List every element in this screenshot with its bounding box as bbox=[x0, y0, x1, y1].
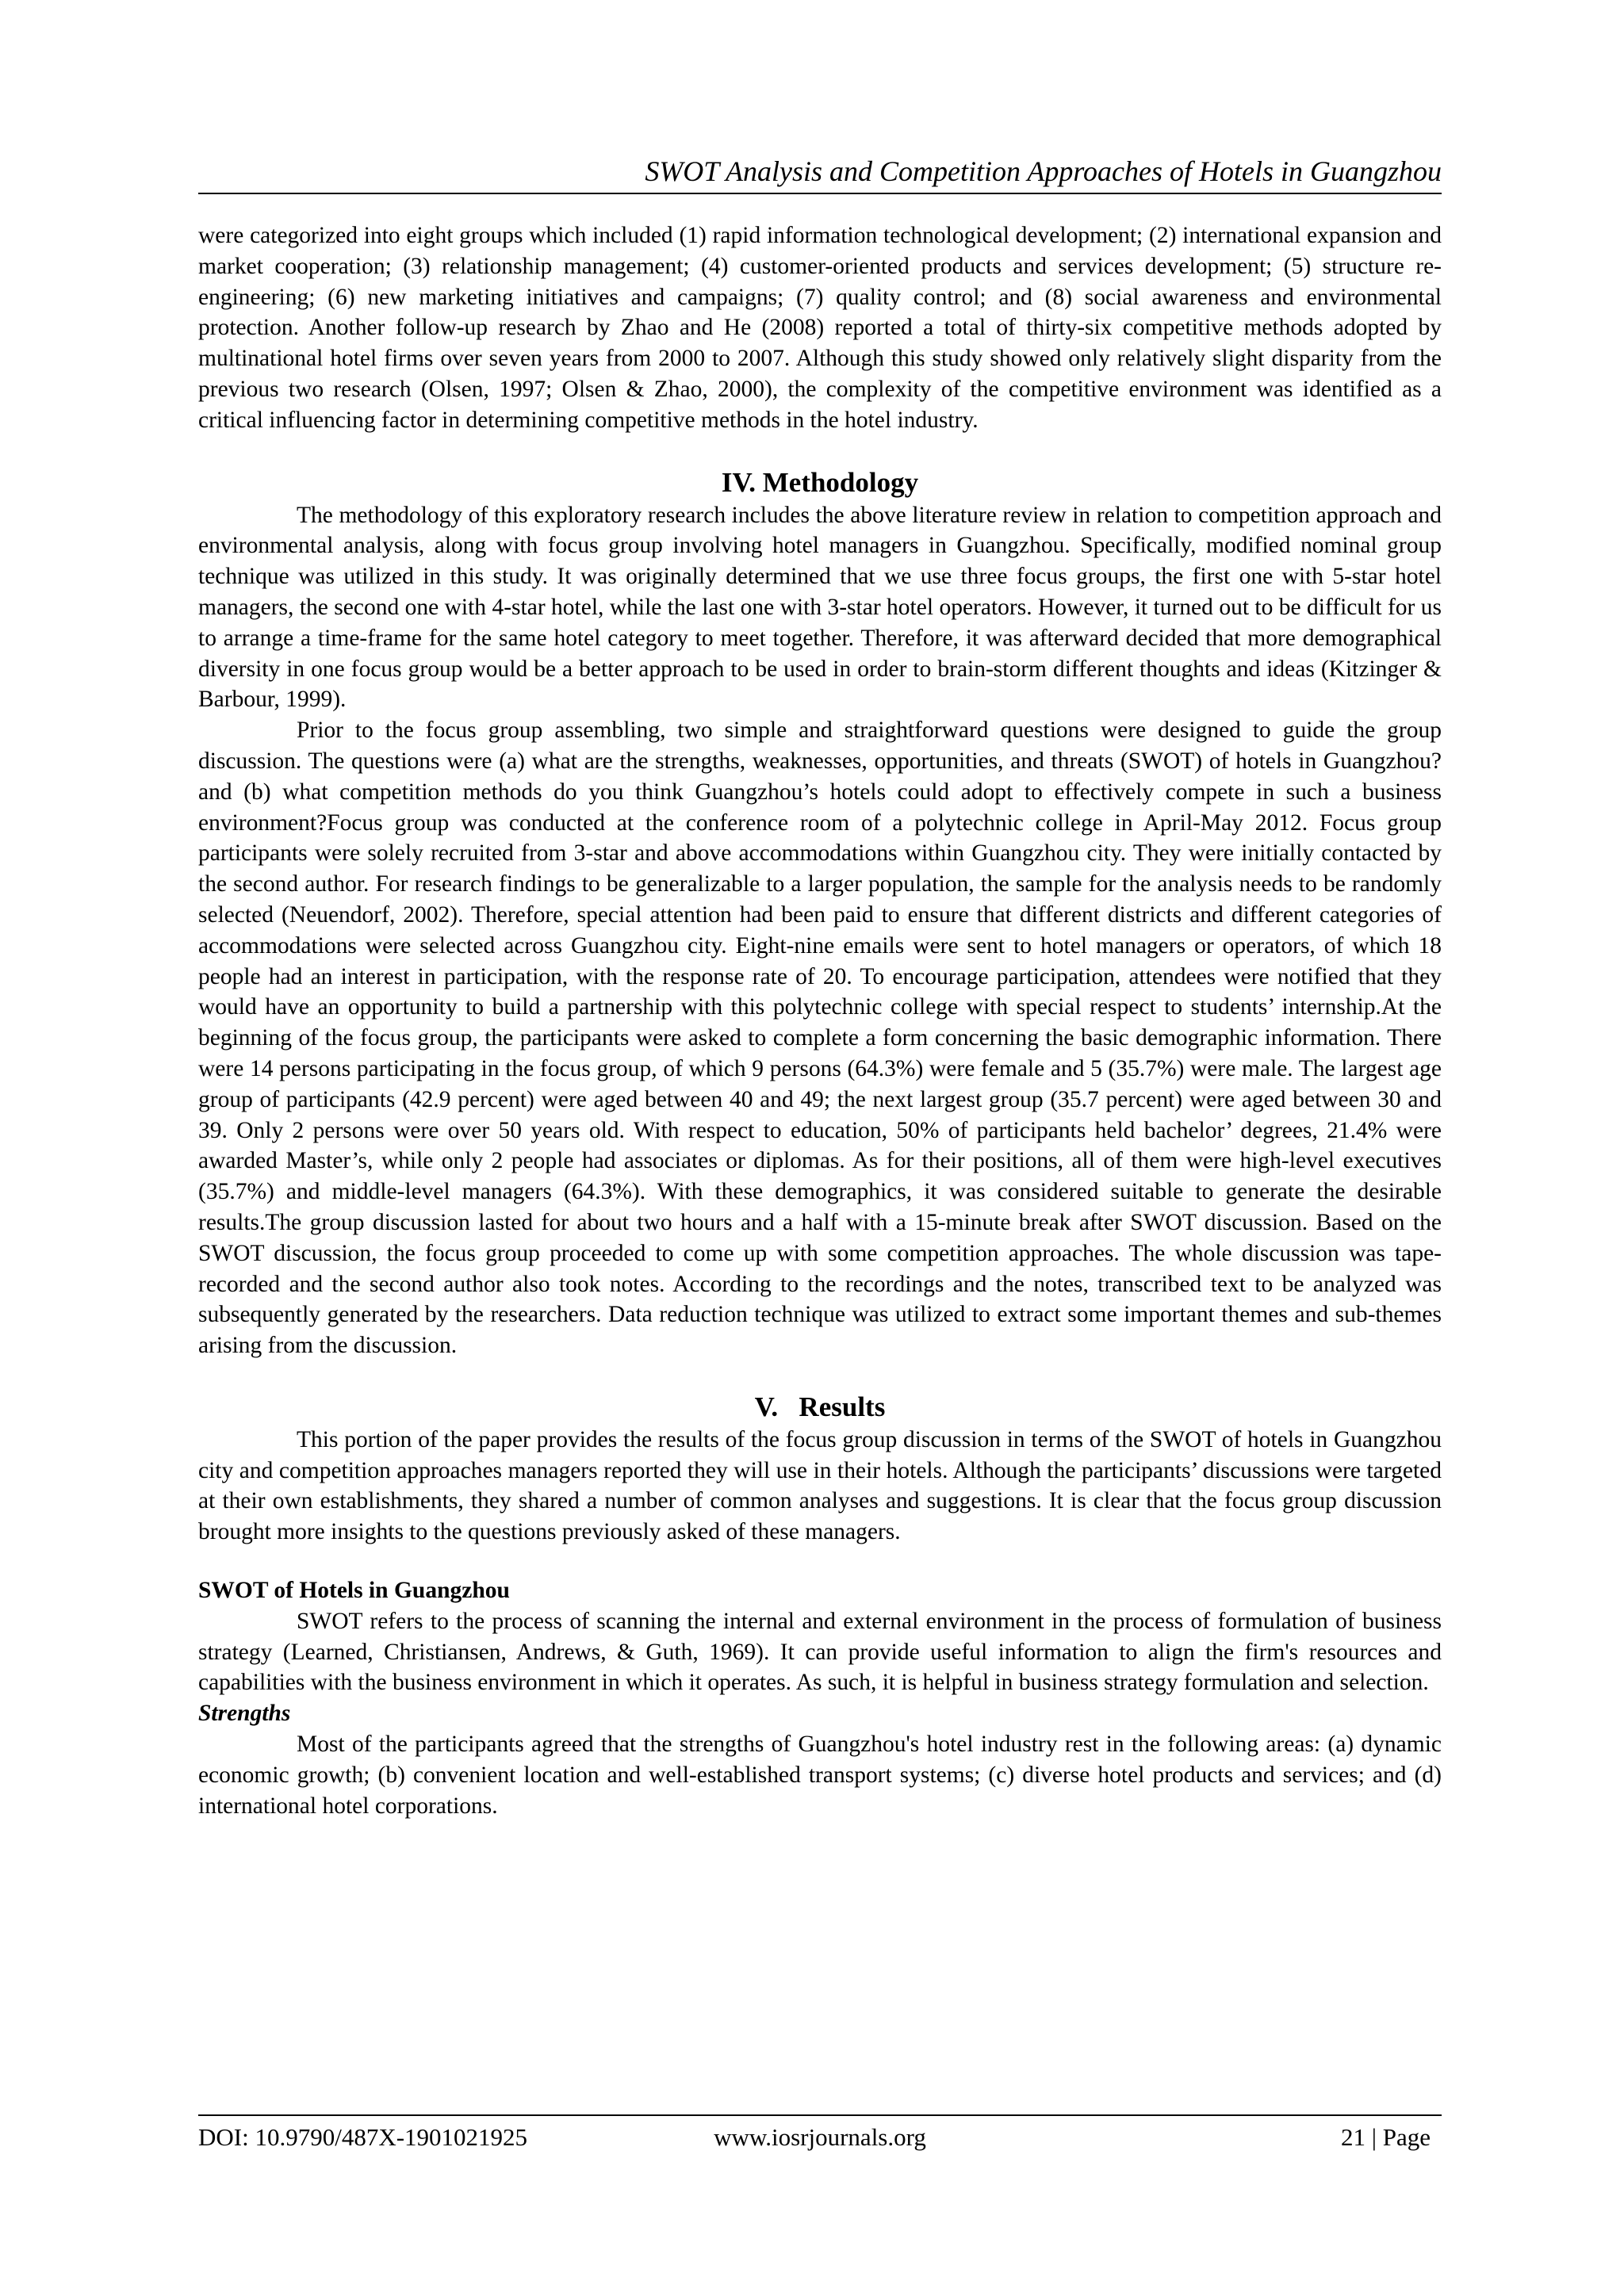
footer-page-number: 21 | Page bbox=[1341, 2123, 1431, 2151]
methodology-paragraph-1: The methodology of this exploratory research includes the above literature review in relation to competition approach and environmental analysis, along with focus group involving hotel managers in Guangzhou. Specifically, modified nominal group technique was utilized in this study. It was originally determined that we use three focus groups, the first one with 5-star hotel managers, the second one with 4-star hotel, while the last one with 3-star hotel operators. However, it turned out to be difficult for us to arrange a time-frame for the same hotel category to meet together. Therefore, it was afterward decided that more demographical diversity in one focus group would be a better approach to be used in order to brain-storm different thoughts and ideas (Kitzinger & Barbour, 1999). bbox=[198, 502, 1442, 713]
swot-paragraph: SWOT refers to the process of scanning the internal and external environment in the process of formulation of business strategy (Learned, Christiansen, Andrews, & Guth, 1969). It can provide useful information to align the firm's resources and capabilities with the business environment in which it operates. As such, it is helpful in business strategy formulation and selection. bbox=[198, 1608, 1442, 1696]
running-header-title: SWOT Analysis and Competition Approaches of Hotels in Guangzhou bbox=[645, 155, 1442, 187]
page-footer bbox=[198, 2121, 1442, 2154]
header-rule bbox=[198, 193, 1442, 194]
results-heading: V. Results bbox=[754, 1391, 886, 1422]
intro-paragraph: were categorized into eight groups which included (1) rapid information technological development; (2) international expansion and market cooperation; (3) relationship management; (4) customer-oriented products and services development; (5) structure re-engineering; (6) new marketing initiatives and campaigns; (7) quality control; and (8) social awareness and environmental protection. Another follow-up research by Zhao and He (2008) reported a total of thirty-six competitive methods adopted by multinational hotel firms over seven years from 2000 to 2007. Although this study showed only relatively slight disparity from the previous two research (Olsen, 1997; Olsen & Zhao, 2000), the complexity of the competitive environment was identified as a critical influencing factor in determining competitive methods in the hotel industry. bbox=[198, 223, 1442, 433]
swot-heading: SWOT of Hotels in Guangzhou bbox=[198, 1578, 510, 1604]
methodology-paragraph-2: Prior to the focus group assembling, two simple and straightforward questions were designed to guide the group discussion. The questions were (a) what are the strengths, weaknesses, opportunities, and threats (SWOT) of hotels in Guangzhou? and (b) what competition methods do you think Guangzhou’s hotels could adopt to effectively compete in such a business environment?Focus group was conducted at the conference room of a polytechnic college in April-May 2012. Focus group participants were solely recruited from 3-star and above accommodations within Guangzhou city. They were initially contacted by the second author. For research findings to be generalizable to a larger population, the sample for the analysis needs to be randomly selected (Neuendorf, 2002). Therefore, special attention had been paid to ensure that different districts and different categories of accommodations were selected across Guangzhou city. Eight-nine emails were sent to hotel managers or operators, of which 18 people had an interest in participation, with the response rate of 20. To encourage participation, attendees were notified that they would have an opportunity to build a partnership with this polytechnic college with special respect to students’ internship.At the beginning of the focus group, the participants were asked to complete a form concerning the basic demographic information. There were 14 persons participating in the focus group, of which 9 persons (64.3%) were female and 5 (35.7%) were male. The largest age group of participants (42.9 percent) were aged between 40 and 49; the next largest group (35.7 percent) were aged between 30 and 39. Only 2 persons were over 50 years old. With respect to education, 50% of participants held bachelor’ degrees, 21.4% were awarded Master’s, while only 2 people had associates or diplomas. As for their positions, all of them were high-level executives (35.7%) and middle-level managers (64.3%). With these demographics, it was considered suitable to generate the desirable results.The group discussion lasted for about two hours and a half with a 15-minute break after SWOT discussion. Based on the SWOT discussion, the focus group proceeded to come up with some competition approaches. The whole discussion was tape-recorded and the second author also took notes. According to the recordings and the notes, transcribed text to be analyzed was subsequently generated by the researchers. Data reduction technique was utilized to extract some important themes and sub-themes arising from the discussion. bbox=[198, 718, 1442, 1359]
results-paragraph: This portion of the paper provides the results of the focus group discussion in terms of the SWOT of hotels in Guangzhou city and competition approaches managers reported they will use in their hotels. Although the participants’ discussions were targeted at their own establishments, they shared a number of common analyses and suggestions. It is clear that the focus group discussion brought more insights to the questions previously asked of these managers. bbox=[198, 1426, 1442, 1545]
strengths-paragraph: Most of the participants agreed that the strengths of Guangzhou's hotel industry rest in the following areas: (a) dynamic economic growth; (b) convenient location and well-established transport systems; (c) diverse hotel products and services; and (d) international hotel corporations. bbox=[198, 1732, 1442, 1819]
body-text bbox=[198, 220, 1442, 1821]
footer-website: www.iosrjournals.org bbox=[714, 2123, 926, 2151]
paper-page bbox=[198, 0, 1442, 2296]
strengths-heading: Strengths bbox=[198, 1701, 291, 1727]
methodology-heading: IV. Methodology bbox=[721, 466, 919, 498]
footer-doi: DOI: 10.9790/487X-1901021925 bbox=[198, 2123, 528, 2151]
footer-rule bbox=[198, 2114, 1442, 2116]
